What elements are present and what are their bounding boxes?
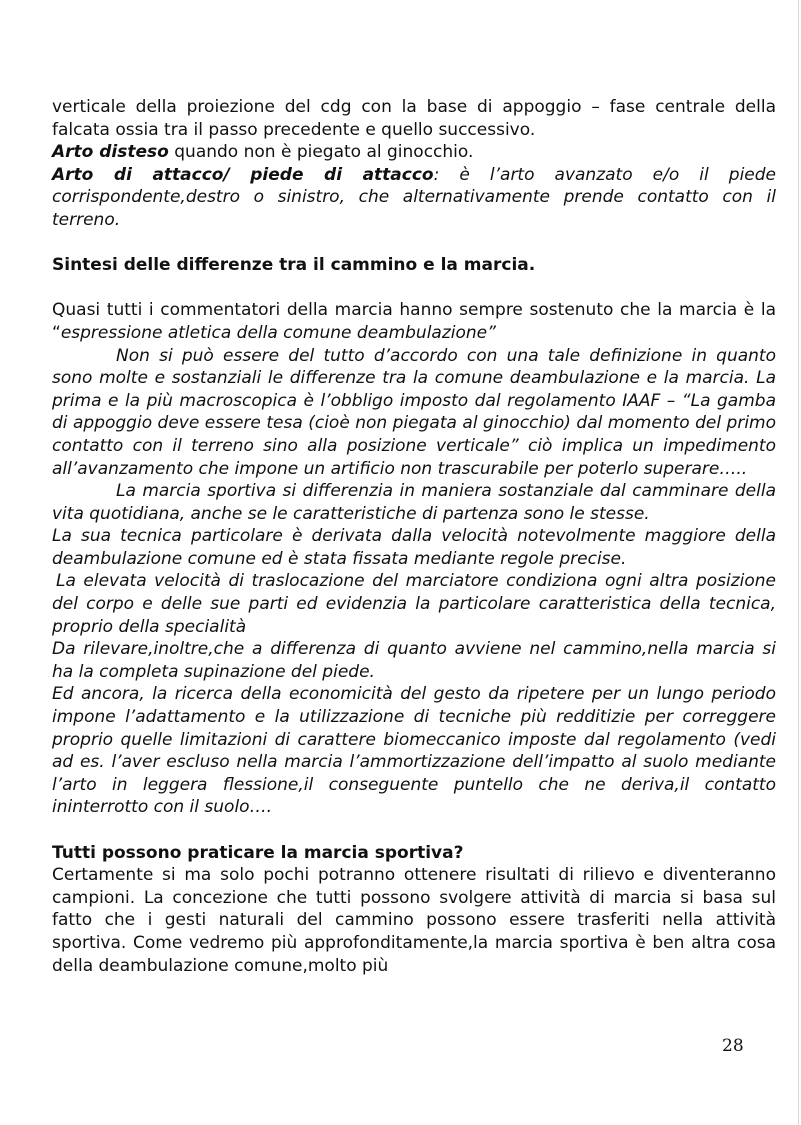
section-heading: Tutti possono praticare la marcia sportiva? bbox=[52, 842, 464, 863]
paragraph-text: Quasi tutti i commentatori della marcia hanno sempre sostenuto che la marcia è la “ bbox=[52, 300, 776, 343]
paragraph-speed: La elevata velocità di traslocazione del marciatore condiziona ogni altra posizione del corpo e delle sue parti ed evidenzia la particolare caratteristica della tecnica, proprio della specialità bbox=[52, 571, 776, 637]
spacer bbox=[52, 277, 776, 300]
document-body bbox=[52, 96, 776, 977]
definition-text: quando non è piegato al ginocchio. bbox=[168, 142, 474, 163]
paragraph-continuation: verticale della proiezione del cdg con la base di appoggio – fase centrale della falcata ossia tra il passo precedente e quello successivo. bbox=[52, 97, 776, 140]
paragraph-answer: Certamente si ma solo pochi potranno ottenere risultati di rilievo e diventeranno campioni. La concezione che tutti possono svolgere attività di marcia si basa sul fatto che i gesti naturali del cammino possono essere trasferiti nella attività sportiva. Come vedremo più approfonditamente,la marcia sportiva è ben altra cosa della deambulazione comune,molto più bbox=[52, 865, 776, 976]
quoted-definition: espressione atletica della comune deambulazione” bbox=[60, 322, 496, 343]
paragraph-technique: La sua tecnica particolare è derivata dalla velocità notevolmente maggiore della deambulazione comune ed è stata fissata mediante regole precise. bbox=[52, 526, 776, 569]
paragraph-economy: Ed ancora, la ricerca della economicità del gesto da ripetere per un lungo periodo impone l’adattamento e la utilizzazione di tecniche più redditizie per correggere proprio quelle limitazioni di carattere biomeccanico imposte dal regolamento (vedi ad es. l’aver escluso nella marcia l’ammortizzazione dell’impatto al suolo mediante l’arto in leggera flessione,il conseguente puntello che ne deriva,il contatto ininterrotto con il suolo…. bbox=[52, 684, 776, 818]
spacer bbox=[52, 232, 776, 255]
page-number: 28 bbox=[722, 1036, 744, 1056]
paragraph-definition-quote bbox=[52, 299, 776, 344]
definition-term: Arto di attacco/ piede di attacco bbox=[52, 164, 434, 185]
section-heading: Sintesi delle differenze tra il cammino e la marcia. bbox=[52, 255, 536, 276]
spacer bbox=[52, 819, 776, 842]
paragraph-differences: Non si può essere del tutto d’accordo con una tale definizione in quanto sono molte e sostanziali le differenze tra la comune deambulazione e la marcia. La prima e la più macroscopica è l’obbligo imposto dal regolamento IAAF – “La gamba di appoggio deve essere tesa (cioè non piegata al ginocchio) dal momento del primo contatto con il terreno sino alla posizione verticale” ciò implica un impedimento all’avanzamento che impone un artificio non trascurabile per poterlo superare….. bbox=[52, 345, 776, 479]
paragraph-sport-walking: La marcia sportiva si differenzia in maniera sostanziale dal camminare della vita quotidiana, anche se le caratteristiche di partenza sono le stesse. bbox=[52, 481, 776, 524]
paragraph-supination: Da rilevare,inoltre,che a differenza di quanto avviene nel cammino,nella marcia si ha la completa supinazione del piede. bbox=[52, 639, 776, 682]
page-edge bbox=[798, 0, 799, 1125]
definition-text: : è l’arto avanzato e/o il piede corrispondente,destro o sinistro, che alternativamente prende contatto con il terreno. bbox=[52, 164, 776, 230]
definition-arto-disteso bbox=[52, 141, 776, 164]
definition-term: Arto disteso bbox=[52, 142, 169, 163]
definition-arto-di-attacco bbox=[52, 164, 776, 232]
